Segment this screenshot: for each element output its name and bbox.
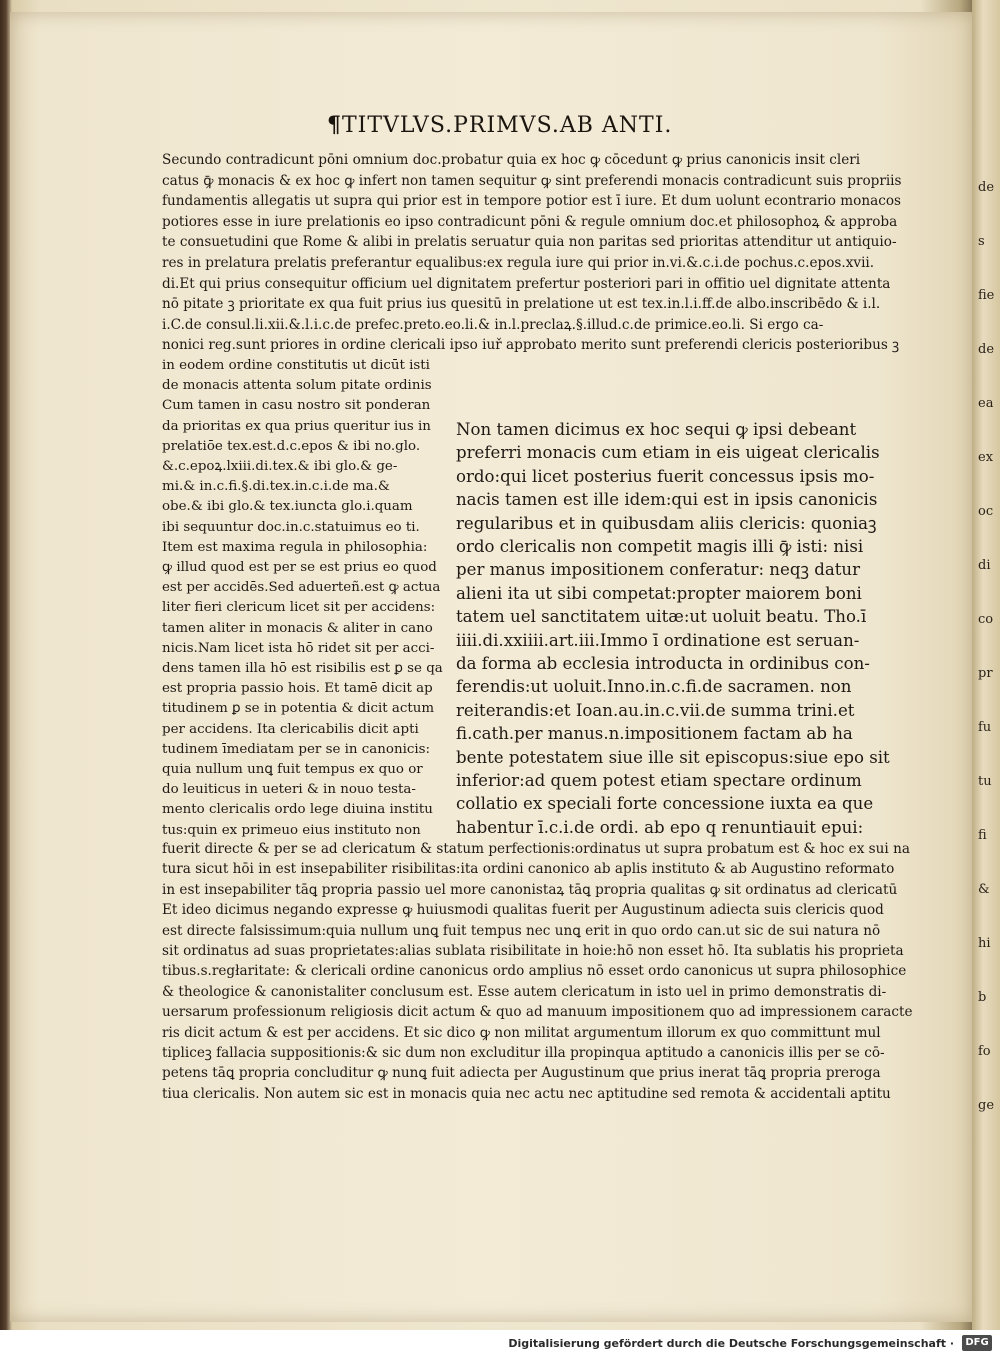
narrow-lines-line: nicis.Nam licet ista hō ridet sit per acci- [162, 640, 435, 656]
inset-lines-line: iiii.di.xxiiii.art.iii.Immo ī ordinatione est seruan- [456, 630, 860, 650]
facing-page-fragment: de [978, 180, 995, 195]
inset-lines-line: ferendis:ut uoluit.Inno.in.c.fi.de sacramen. non [456, 677, 852, 697]
inset-lines-line: collatio ex speciali forte concessione iuxta ea que [456, 794, 874, 814]
facing-page-fragment: co [978, 612, 994, 627]
narrow-lines-line: tus:quin ex primeuo eius instituto non [162, 822, 421, 838]
facing-page-fragment: fo [978, 1044, 991, 1059]
full-lines-bottom-line: in est insepabiliter tāꝗ propria passio uel more canonistaꝝ tāꝗ propria qualitas ꝙ sit ordinatus ad clericatū [162, 881, 898, 898]
narrow-lines-line: de monacis attenta solum pitate ordinis [162, 378, 432, 394]
facing-page-fragment: fi [978, 828, 987, 843]
inset-lines-line: per manus impositionem conferatur: neqꝫ datur [456, 560, 860, 580]
full-lines-bottom-line: tipliceꝫ fallacia suppositionis:& sic dum non excluditur illa propinqua aptitudo a canonicis illis per se cō- [162, 1045, 885, 1061]
facing-page-fragment: fie [978, 288, 995, 303]
running-title-text: TITVLVS.PRIMVS.AB ANTI. [342, 113, 673, 138]
facing-page-fragment: pr [978, 666, 993, 681]
dfg-logo: DFG [962, 1335, 992, 1351]
inset-lines-line: nacis tamen est ille idem:qui est in ipsis canonicis [456, 490, 878, 510]
narrow-lines-line: dens tamen illa hō est risibilis est ꝑ se qa [162, 661, 443, 676]
narrow-lines-line: Cum tamen in casu nostro sit ponderan [162, 398, 431, 414]
inset-lines-line: inferior:ad quem potest etiam spectare ordinum [456, 771, 862, 790]
full-lines-top-line: nonici reg.sunt priores in ordine clericali ipso iuř approbato merito sunt preferendi clericis posterioribus ꝫ [162, 337, 900, 354]
narrow-lines-line: per accidens. Ita clericabilis dicit apti [162, 721, 419, 737]
narrow-lines-line: mento clericalis ordo lege diuina institu [162, 802, 433, 818]
full-lines-top-line: Secundo contradicunt pōni omnium doc.probatur quia ex hoc ꝙ cōcedunt ꝙ prius canonicis insit cleri [162, 152, 861, 168]
paragraph-mark-icon: ¶ [327, 112, 342, 138]
full-lines-top-line: catus ꝙ̄ monacis & ex hoc ꝙ infert non tamen sequitur ꝙ sint preferendi monacis contradicunt suis propriis [162, 172, 902, 189]
bleed-through-text [168, 1112, 172, 1126]
facing-page-fragment: tu [978, 774, 992, 789]
inset-lines-line: regularibus et in quibusdam aliis clericis: quoniaꝫ [456, 513, 877, 533]
narrow-lines-line: in eodem ordine constitutis ut dicūt isti [162, 358, 430, 373]
narrow-lines-line: obe.& ibi glo.& tex.iuncta glo.i.quam [162, 499, 413, 515]
narrow-lines-line: ꝙ illud quod est per se est prius eo quod [162, 560, 437, 575]
full-lines-bottom-line: & theologice & canonistaliter conclusum est. Esse autem clericatum in isto uel in primo demonstratis di- [162, 983, 887, 1000]
full-lines-bottom-line: tibus.s.regłaritate: & clericali ordine canonicus ordo amplius nō esset ordo canonicus ut supra philosophice [162, 963, 907, 980]
inset-lines-line: reiterandis:et Ioan.au.in.c.vii.de summa trini.et [456, 700, 855, 720]
narrow-lines-line: tamen aliter in monacis & aliter in cano [162, 620, 433, 636]
facing-page-fragment: s [978, 234, 985, 249]
facing-page-fragment: di [978, 558, 991, 573]
narrow-lines-line: est propria passio hois. Et tamē dicit ap [162, 681, 433, 697]
full-lines-top-line: te consuetudini que Rome & alibi in prelatis seruatur quia non paritas sed prioritas attenditur ut antiquio- [162, 234, 897, 251]
facing-page-fragment: b [978, 990, 987, 1005]
narrow-lines-line: quia nullum unꝗ fuit tempus ex quo or [162, 762, 423, 777]
inset-lines-line: habentur ī.c.i.de ordi. ab epo q renuntiauit epui: [456, 817, 864, 837]
full-lines-bottom-line: ris dicit actum & est per accidens. Et sic dico ꝙ non militat argumentum illorum ex quo committunt mul [162, 1024, 881, 1041]
footer-credit: Digitalisierung gefördert durch die Deutsche Forschungsgemeinschaft · [508, 1337, 954, 1350]
full-lines-top-line: fundamentis allegatis ut supra qui prior est in tempore potior est ī iure. Et dum uolunt econtrario monacos [162, 193, 901, 210]
narrow-lines-line: mi.& in.c.fi.§.di.tex.in.c.i.de ma.& [162, 479, 390, 495]
facing-page-fragment: ea [978, 396, 994, 411]
inset-lines-line: ordo:qui licet posterius fuerit concessus ipsis mo- [456, 466, 875, 486]
facing-page-fragment: hi [978, 936, 991, 951]
full-lines-top-line: res in prelatura prelatis preferantur equalibus:ex regula iure qui prior in.vi.&.c.i.de pochus.c.epos.xvii. [162, 255, 875, 271]
facing-page-fragment: ex [978, 450, 994, 465]
narrow-lines-line: prelatiōe tex.est.d.c.epos & ibi no.glo. [162, 438, 421, 454]
narrow-lines-line: liter fieri clericum licet sit per accidens: [162, 600, 436, 616]
full-lines-bottom-line: uersarum professionum religiosis dicit actum & quo ad manuum impositionem quo ad impressionem caracte [162, 1004, 913, 1021]
narrow-lines-line: tudinem īmediatam per se in canonicis: [162, 741, 431, 757]
facing-page-edge [972, 0, 1000, 1330]
full-lines-bottom-line: tura sicut hōi in est insepabiliter risibilitas:ita ordini canonico ab aplis instituto & ab Augustino reformato [162, 861, 895, 878]
full-lines-top-line: i.C.de consul.li.xii.&.l.i.c.de prefec.preto.eo.li.& in.l.preclaꝝ.§.illud.c.de primice.eo.li. Si ergo ca- [162, 316, 824, 333]
full-lines-top-line: potiores esse in iure prelationis eo ipso contradicunt pōni & regule omnium doc.et philosophoꝝ & approba [162, 213, 898, 230]
inset-lines-line: Non tamen dicimus ex hoc sequi ꝙ ipsi debeant [456, 420, 857, 439]
full-lines-bottom-line: Et ideo dicimus negando expresse ꝙ huiusmodi qualitas fuerit per Augustinum adiecta suis clericis quod [162, 902, 884, 919]
facing-page-fragment: & [978, 882, 990, 897]
full-lines-top-line: nō pitate ꝫ prioritate ex qua fuit prius ius quesitū in prelatione ut est tex.in.l.i.ff.de albo.inscribēdo & i.l. [162, 296, 881, 313]
narrow-lines-line: Item est maxima regula in philosophia: [162, 539, 428, 555]
full-lines-bottom-line: petens tāꝗ propria concluditur ꝙ nunꝗ fuit adiecta per Augustinum que prius inerat tāꝗ propria preroga [162, 1065, 881, 1082]
narrow-lines-line: &.c.epoꝝ.lxiii.di.tex.& ibi glo.& ge- [162, 459, 398, 474]
full-lines-bottom-line: est directe falsissimum:quia nullum unꝗ fuit tempus nec unꝗ erit in quo ordo can.ut sic de sui natura nō [162, 922, 881, 939]
full-lines-top-line: di.Et qui prius consequitur officium uel dignitatem prefertur posteriori pari in offitio uel dignitate attenta [162, 275, 891, 292]
full-lines-bottom-line: sit ordinatus ad suas proprietates:alias sublata risibilitate in hoie:hō non esset hō. Ita sublatis his proprieta [162, 943, 904, 959]
facing-page-fragment: ge [978, 1098, 995, 1113]
full-lines-bottom-line: tiua clericalis. Non autem sic est in monacis quia nec actu nec aptitudine sed remota & accidentali aptitu [162, 1085, 891, 1102]
narrow-lines-line: do leuiticus in ueteri & in nouo testa- [162, 782, 416, 798]
inset-lines-line: tatem uel sanctitatem uitæ:ut uoluit beatu. Tho.ī [456, 607, 867, 627]
inset-lines-line: da forma ab ecclesia introducta in ordinibus con- [456, 654, 870, 673]
inset-lines-line: alieni ita ut sibi competat:propter maiorem boni [456, 583, 862, 603]
facing-page-fragment: de [978, 342, 995, 357]
narrow-lines-line: da prioritas ex qua prius queritur ius in [162, 418, 431, 434]
narrow-lines-line: est per accidēs.Sed aduerteñ.est ꝙ actua [162, 580, 441, 596]
facing-page-fragment: oc [978, 504, 994, 519]
full-lines-bottom-line: fuerit directe & per se ad clericatum & statum perfectionis:ordinatus ut supra probatum est & hoc ex sui na [162, 841, 910, 857]
inset-lines-line: bente potestatem siue ille sit episcopus:siue epo sit [456, 747, 890, 767]
running-title [327, 112, 747, 138]
footer-bar [0, 1330, 1000, 1358]
inset-lines-line: ordo clericalis non competit magis illi ꝙ̄ isti: nisi [456, 537, 864, 556]
inset-lines-line: preferri monacis cum etiam in eis uigeat clericalis [456, 443, 880, 463]
inset-lines-line: fi.cath.per manus.n.impositionem factam ab ha [456, 724, 853, 744]
facing-page-fragment: fu [978, 720, 992, 735]
narrow-lines-line: ibi sequuntur doc.in.c.statuimus eo ti. [162, 519, 420, 535]
narrow-lines-line: titudinem ꝑ se in potentia & dicit actum [162, 701, 435, 717]
